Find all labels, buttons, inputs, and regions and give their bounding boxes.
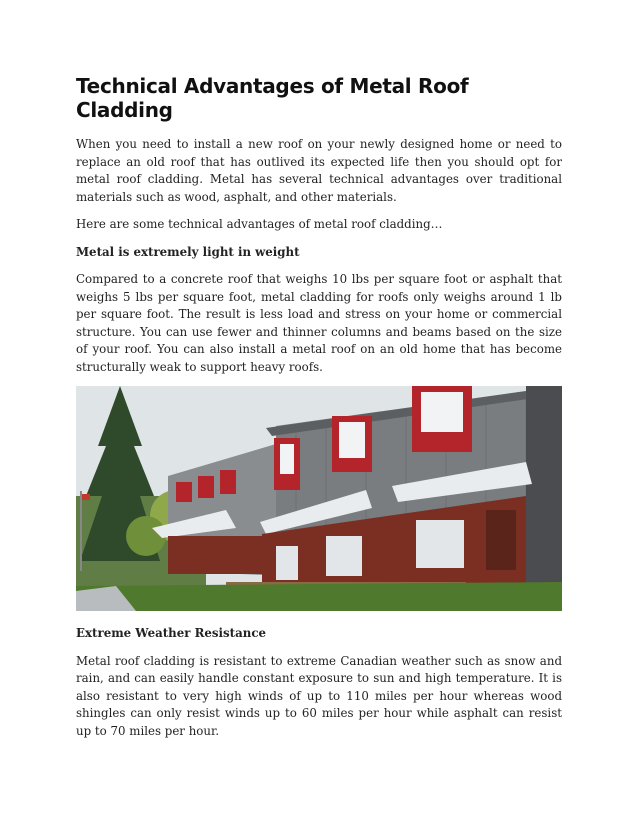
ground-window (416, 520, 464, 568)
far-red-panel (198, 476, 214, 498)
intro-paragraph: When you need to install a new roof on your newly designed home or need to replace an old roof that has outlived its expected life then you should opt for metal roof cladding. Metal has several technical advantages over traditional materials such as wood, asphalt, and other materials. (76, 137, 562, 204)
lawn (76, 582, 562, 611)
lead-in-paragraph: Here are some technical advantages of metal roof cladding… (76, 217, 443, 231)
ground-window (326, 536, 362, 576)
flag-pole (80, 491, 82, 571)
section-body-weather: Metal roof cladding is resistant to extreme Canadian weather such as snow and rain, and can easily handle constant exposure to sun and high temperature. It is also resistant to very high winds of up to 110 miles per hour whereas wood shingles can only resist winds up to 60 miles per hour while asphalt can resist up to 70 miles per hour. (76, 653, 562, 738)
building-photo (76, 386, 562, 611)
page-title: Technical Advantages of Metal Roof Cladding (76, 74, 469, 122)
window (280, 444, 294, 474)
section-heading-light-weight: Metal is extremely light in weight (76, 244, 300, 259)
flag (82, 494, 90, 500)
far-red-panel (176, 482, 192, 502)
section-heading-weather: Extreme Weather Resistance (76, 626, 267, 640)
section-body-light-weight: Compared to a concrete roof that weighs 10 lbs per square foot or asphalt that weighs 5 lbs per square foot, metal cladding for roofs only weighs around 1 lb per square foot. The result is less load and stress on your home or commercial structure. You can use fewer and thinner columns and beams based on the size of your roof. You can also install a metal roof on an old home that has become structurally weak to support heavy roofs. (76, 272, 562, 374)
window (339, 422, 365, 458)
window (421, 392, 463, 432)
entry-door (486, 510, 516, 570)
ground-window (276, 546, 298, 580)
stair-tower (526, 386, 562, 611)
document-body (76, 74, 562, 750)
far-red-panel (220, 470, 236, 494)
